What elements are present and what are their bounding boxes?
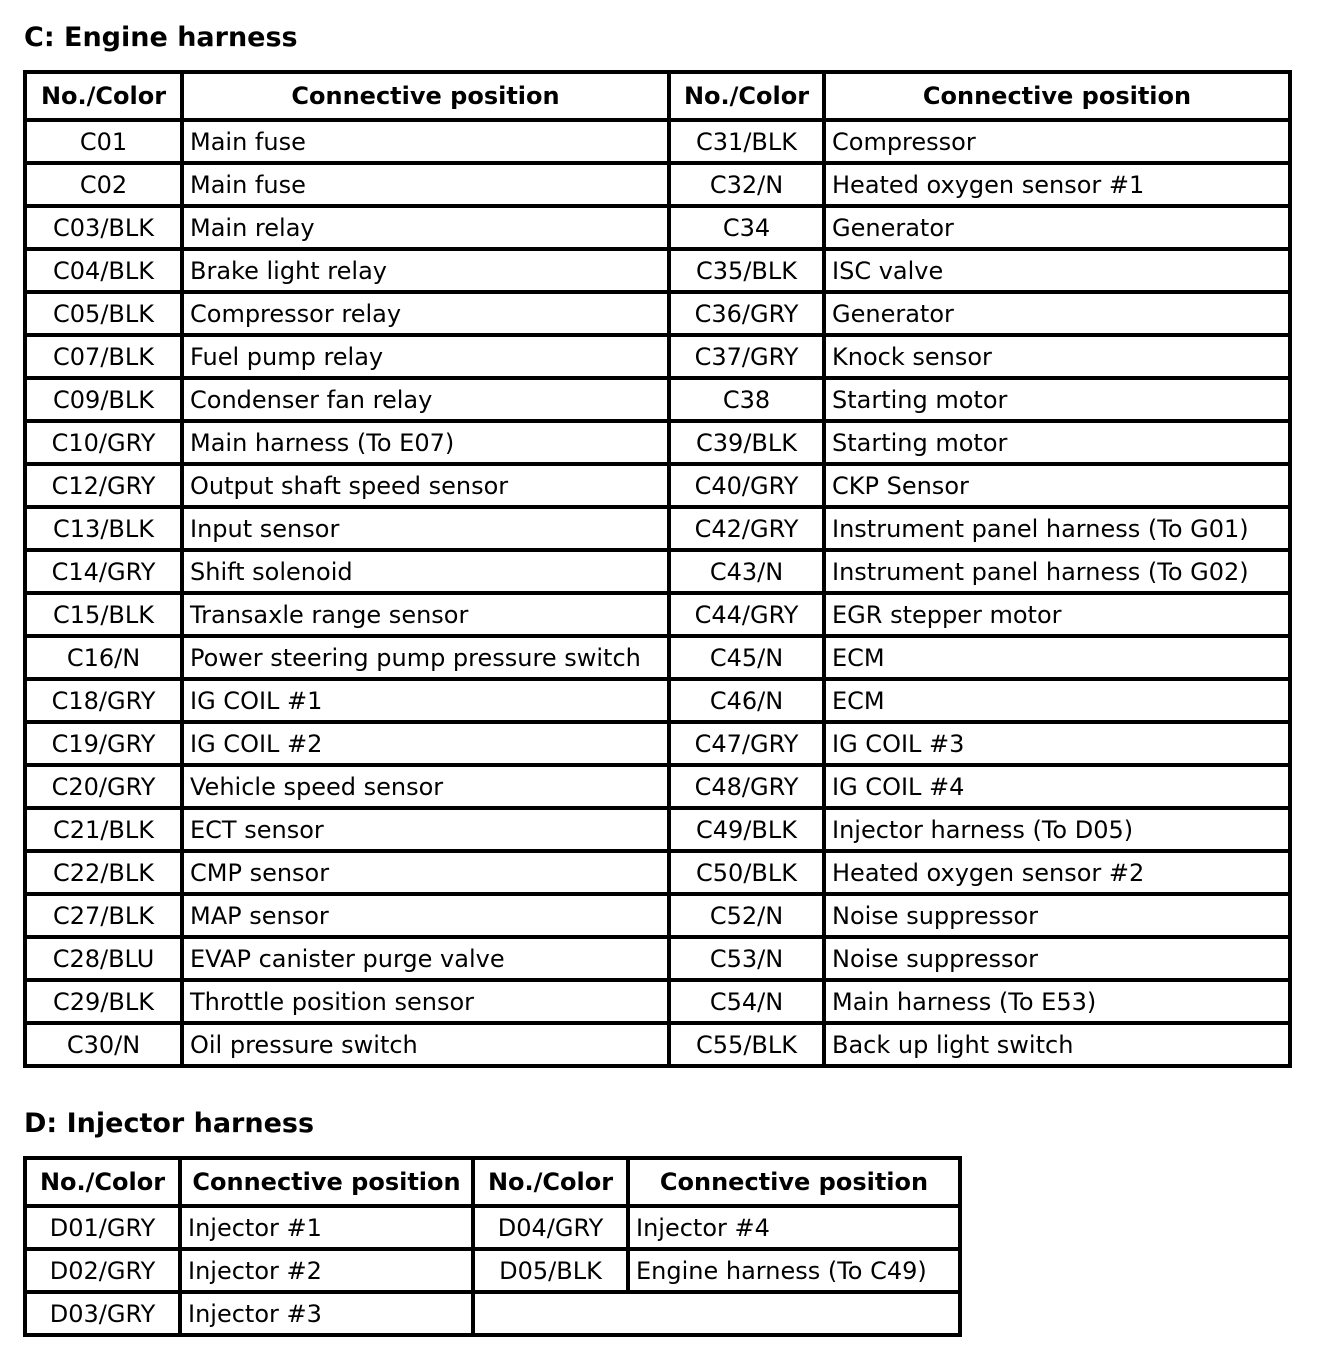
table-row [25,120,1290,163]
connector-number-color: C15/BLK [25,593,182,636]
connector-number-color: C44/GRY [669,593,824,636]
table-row [25,378,1290,421]
connector-number-color: C53/N [669,937,824,980]
table-row [25,507,1290,550]
table-row [25,937,1290,980]
connector-number-color: D02/GRY [25,1249,180,1292]
connective-position: ECT sensor [182,808,669,851]
table-row [25,249,1290,292]
table-row [25,765,1290,808]
connector-number-color: C07/BLK [25,335,182,378]
connective-position: Main relay [182,206,669,249]
table-header-row [25,72,1290,120]
connector-number-color: C22/BLK [25,851,182,894]
connective-position: Power steering pump pressure switch [182,636,669,679]
column-header-connective-position: Connective position [824,72,1290,120]
connective-position: CKP Sensor [824,464,1290,507]
connective-position: Noise suppressor [824,894,1290,937]
connector-number-color: C05/BLK [25,292,182,335]
injector-harness-table [23,1156,962,1337]
connective-position: IG COIL #3 [824,722,1290,765]
engine-harness-table [23,70,1292,1068]
connective-position: EVAP canister purge valve [182,937,669,980]
table-row [25,851,1290,894]
connector-number-color: C35/BLK [669,249,824,292]
connective-position: Injector #1 [180,1206,473,1249]
connector-number-color: C43/N [669,550,824,593]
connector-number-color: C38 [669,378,824,421]
connector-number-color: C13/BLK [25,507,182,550]
column-header-connective-position: Connective position [628,1158,960,1206]
connector-number-color: C36/GRY [669,292,824,335]
table-row [25,1206,960,1249]
connector-number-color: C29/BLK [25,980,182,1023]
connector-number-color: C20/GRY [25,765,182,808]
injector-harness-rows [25,1206,960,1335]
connective-position: Input sensor [182,507,669,550]
connective-position: Main harness (To E07) [182,421,669,464]
connective-position: CMP sensor [182,851,669,894]
connector-number-color: C01 [25,120,182,163]
connector-number-color: C02 [25,163,182,206]
connective-position: Throttle position sensor [182,980,669,1023]
connector-number-color: D01/GRY [25,1206,180,1249]
connective-position: Instrument panel harness (To G01) [824,507,1290,550]
connector-number-color: C46/N [669,679,824,722]
connector-number-color: C49/BLK [669,808,824,851]
connector-number-color: C48/GRY [669,765,824,808]
connective-position: Compressor [824,120,1290,163]
connective-position: ECM [824,679,1290,722]
connector-number-color: C30/N [25,1023,182,1066]
connector-number-color: C37/GRY [669,335,824,378]
column-header-no-color: No./Color [669,72,824,120]
connective-position: IG COIL #1 [182,679,669,722]
table-row [25,894,1290,937]
table-row [25,679,1290,722]
connector-number-color: D05/BLK [473,1249,628,1292]
section-d-title: D: Injector harness [24,1108,315,1139]
connector-number-color: C21/BLK [25,808,182,851]
connective-position: Generator [824,292,1290,335]
connector-number-color: C18/GRY [25,679,182,722]
table-row [25,636,1290,679]
connective-position: Heated oxygen sensor #2 [824,851,1290,894]
connector-number-color: C04/BLK [25,249,182,292]
connector-number-color: C55/BLK [669,1023,824,1066]
connective-position: Transaxle range sensor [182,593,669,636]
connective-position: Main fuse [182,163,669,206]
connective-position: Injector #3 [180,1292,473,1335]
connector-number-color: C12/GRY [25,464,182,507]
connective-position: Injector #2 [180,1249,473,1292]
table-row [25,292,1290,335]
connector-number-color: C09/BLK [25,378,182,421]
empty-cell [473,1292,960,1335]
connector-number-color: C47/GRY [669,722,824,765]
table-row [25,722,1290,765]
section-c-title: C: Engine harness [24,22,298,53]
table-row [25,1249,960,1292]
table-row [25,206,1290,249]
connector-number-color: C52/N [669,894,824,937]
connective-position: Starting motor [824,378,1290,421]
column-header-no-color: No./Color [25,72,182,120]
connective-position: Starting motor [824,421,1290,464]
connective-position: EGR stepper motor [824,593,1290,636]
table-row [25,335,1290,378]
connective-position: Instrument panel harness (To G02) [824,550,1290,593]
connective-position: Back up light switch [824,1023,1290,1066]
column-header-connective-position: Connective position [180,1158,473,1206]
connective-position: ISC valve [824,249,1290,292]
connector-number-color: C39/BLK [669,421,824,464]
connector-number-color: C45/N [669,636,824,679]
connective-position: Main harness (To E53) [824,980,1290,1023]
connective-position: Condenser fan relay [182,378,669,421]
table-row [25,163,1290,206]
connective-position: Engine harness (To C49) [628,1249,960,1292]
connective-position: Fuel pump relay [182,335,669,378]
connective-position: Main fuse [182,120,669,163]
connective-position: Knock sensor [824,335,1290,378]
column-header-connective-position: Connective position [182,72,669,120]
connective-position: Generator [824,206,1290,249]
column-header-no-color: No./Color [473,1158,628,1206]
connective-position: Compressor relay [182,292,669,335]
connector-number-color: C34 [669,206,824,249]
connector-number-color: D03/GRY [25,1292,180,1335]
connector-number-color: C32/N [669,163,824,206]
connector-number-color: C03/BLK [25,206,182,249]
connector-number-color: C28/BLU [25,937,182,980]
table-row [25,550,1290,593]
connector-number-color: C42/GRY [669,507,824,550]
connector-number-color: C19/GRY [25,722,182,765]
connective-position: Heated oxygen sensor #1 [824,163,1290,206]
connector-number-color: C14/GRY [25,550,182,593]
connective-position: MAP sensor [182,894,669,937]
column-header-no-color: No./Color [25,1158,180,1206]
table-row [25,808,1290,851]
connector-number-color: C31/BLK [669,120,824,163]
connector-number-color: D04/GRY [473,1206,628,1249]
engine-harness-rows [25,120,1290,1066]
table-row [25,1292,960,1335]
connective-position: IG COIL #2 [182,722,669,765]
connector-number-color: C16/N [25,636,182,679]
connective-position: Shift solenoid [182,550,669,593]
connective-position: IG COIL #4 [824,765,1290,808]
connector-number-color: C10/GRY [25,421,182,464]
table-row [25,980,1290,1023]
table-row [25,464,1290,507]
connective-position: ECM [824,636,1290,679]
table-header-row [25,1158,960,1206]
table-row [25,421,1290,464]
table-row [25,1023,1290,1066]
connective-position: Injector #4 [628,1206,960,1249]
table-row [25,593,1290,636]
connective-position: Injector harness (To D05) [824,808,1290,851]
connective-position: Oil pressure switch [182,1023,669,1066]
connector-number-color: C27/BLK [25,894,182,937]
connective-position: Vehicle speed sensor [182,765,669,808]
connective-position: Brake light relay [182,249,669,292]
connector-number-color: C40/GRY [669,464,824,507]
connective-position: Noise suppressor [824,937,1290,980]
connective-position: Output shaft speed sensor [182,464,669,507]
connector-number-color: C50/BLK [669,851,824,894]
connector-number-color: C54/N [669,980,824,1023]
